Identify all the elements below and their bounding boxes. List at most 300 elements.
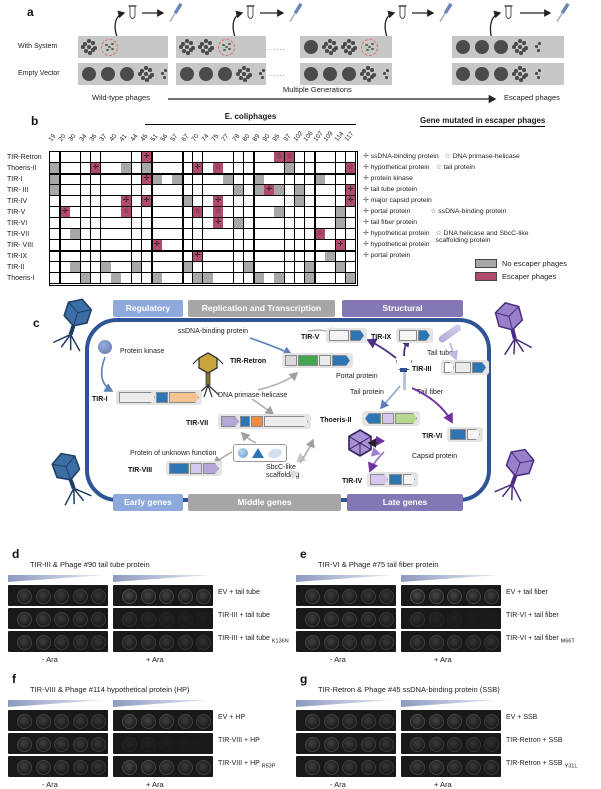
plaque-plate [8,608,108,629]
plaque-plate [296,756,396,777]
protein-kinase-label: Protein kinase [120,348,165,355]
plaque-spot [54,760,69,775]
row-label: TIR- VIII [7,241,34,249]
triangle-protein-icon [252,448,264,458]
big-spot [475,40,489,54]
plaque-spot [429,612,444,627]
plaque-spot [91,589,106,604]
grid-cell [101,207,112,218]
cassette-label-tirretron: TIR-Retron [230,358,267,365]
grid-cell [162,251,173,262]
panel-e-letter: e [300,547,307,561]
plaque-spot [178,737,193,752]
assay-title: TIR-III & Phage #90 tail tube protein [30,560,150,569]
row-label: Thoeris-I [7,274,35,282]
col-label: 102 [292,130,305,143]
gene-segment [444,362,454,373]
plaque-spot [17,635,32,650]
grid-cell [223,152,234,163]
grid-cell [254,262,265,273]
grid-cell [121,229,132,240]
plus-glyph: ✛ [363,153,369,160]
grid-cell [70,229,81,240]
grid-cell [91,185,102,196]
cassette-label-tir7: TIR-VII [186,420,209,427]
grid-cell: ✛ [264,185,275,196]
grid-cell [193,196,204,207]
grid-cell: ✛ [142,174,153,185]
mutation-subscript: Y31L [564,763,578,770]
panel-b-letter: b [31,114,39,128]
plaque-spot [122,635,137,650]
grid-cell [91,262,102,273]
plus-ara-label: + Ara [146,655,164,664]
gene-segment [329,330,349,341]
grid-cell [70,174,81,185]
grid-cell: ✛ [346,196,357,207]
grid-cell [111,251,122,262]
big-spot [323,67,337,81]
col-label: 19 [47,132,58,143]
grid-cell [295,185,306,196]
tail-tube-label: Tail tube [427,350,454,357]
grid-cell [336,207,347,218]
grid-cell [234,229,245,240]
plus-annotation: ✛ tail tube protein [363,186,418,193]
plaque-plate [8,756,108,777]
sbcc-label: SbcC-like scaffolding [266,464,300,479]
protein-kinase-icon [98,340,112,354]
grid-cell [213,251,224,262]
plus-annotation: ✛ ssDNA-binding protein [363,153,439,160]
plus-glyph: ✛ [363,197,369,204]
grid-cell [274,273,285,284]
col-label: 107 [312,130,325,143]
capsid-icosahedron-icon [347,429,373,457]
big-spot [304,67,318,81]
grid-cell [70,196,81,207]
plaque-spot [361,760,376,775]
grid-cell [274,174,285,185]
grid-cell [223,174,234,185]
annotation [363,219,601,226]
col-label: 56 [159,132,170,143]
star-glyph: ☆ [444,153,451,160]
plaque-spot [54,612,69,627]
grid-cell [254,229,265,240]
col-label: 90 [261,132,272,143]
plaque-spot [379,635,394,650]
dots-spot [532,40,542,54]
section-header-regulatory: Regulatory [113,300,183,317]
grid-cell [336,251,347,262]
grid-cell [346,273,357,284]
section-header-early-genes: Early genes [113,494,183,511]
plaque-spot [379,760,394,775]
grid-cell [111,229,122,240]
plaque-spot [466,737,481,752]
annotation [363,164,601,171]
col-label: 70 [190,132,201,143]
grid-cell [152,251,163,262]
plaque-spot [122,714,137,729]
grid-cell [325,185,336,196]
gene-segment [365,413,381,424]
grid-cell [70,218,81,229]
grid-cell [193,185,204,196]
plaque-spot [305,714,320,729]
grid-cell [101,273,112,284]
grid-cell [274,262,285,273]
gene-segment [403,474,415,485]
cassette-label-tir9: TIR-IX [371,334,392,341]
grid-cell [193,174,204,185]
plaque-spot [36,737,51,752]
gene-segment [467,429,480,440]
plus-glyph: ✛ [363,164,369,171]
panel-a-letter: a [27,5,34,19]
grid-cell [325,262,336,273]
plaque-spot [342,714,357,729]
panel-g-letter: g [300,672,308,686]
grid-cell [234,185,245,196]
plaque-spot [305,760,320,775]
plaque-plate [8,733,108,754]
big-spot [475,67,489,81]
star-glyph: ☆ [430,208,437,215]
multiple-generations-label: Multiple Generations [283,85,352,94]
cassette-label-tir6: TIR-VI [422,433,443,440]
with-system-plate [452,36,564,58]
plus-ara-label: + Ara [146,780,164,789]
dots-spot [158,67,168,81]
plaque-spot [73,589,88,604]
grid-cell [325,152,336,163]
assay-row-label: TIR-III + tail tube $_{K136N}$ [218,635,289,645]
grid-cell [285,229,296,240]
grid-cell [132,218,143,229]
big-spot [494,67,508,81]
grid-cell [264,229,275,240]
plaque-spot [54,737,69,752]
panel-f-letter: f [12,672,16,686]
gene-cassette-tir5 [326,328,367,343]
grid-cell [346,251,357,262]
plaque-spot [159,635,174,650]
plaque-spot [122,612,137,627]
plaque-spot [379,737,394,752]
plaque-spot [324,635,339,650]
grid-cell [101,185,112,196]
big-spot [494,40,508,54]
col-label: 109 [322,130,336,143]
portal-protein-label: Portal protein [336,373,378,380]
grid-cell [223,229,234,240]
grid-cell [81,207,92,218]
grid-cell [101,174,112,185]
grid-cell [213,152,224,163]
grid-cell [91,273,102,284]
plus-annotation: ✛ hypothetical protein [363,241,430,248]
dilution-gradient [401,700,499,707]
plaque-spot [36,589,51,604]
grid-cell [336,174,347,185]
grid-cell [295,229,306,240]
splat-spot [342,40,356,54]
grid-cell [213,229,224,240]
plaque-spot [36,760,51,775]
grid-cell [121,174,132,185]
grid-cell [285,262,296,273]
dots-separator-bottom: ...... [268,71,286,78]
grid-cell [274,251,285,262]
grid-cell [60,229,71,240]
gene-segment [240,416,250,427]
col-label: 41 [118,132,129,143]
unknown-proteins-box [233,444,287,462]
mutation-subscript: K136N [271,638,289,645]
plaque-plate [113,631,213,652]
plaque-spot [54,714,69,729]
capsid-protein-label: Capsid protein [412,453,458,460]
cassette-label-tir1: TIR-I [92,396,108,403]
plaque-spot [141,589,156,604]
grid-cell [234,218,245,229]
grid-cell [183,185,194,196]
gene-segment [156,392,168,403]
dots-spot [532,67,542,81]
grid-cell [132,174,143,185]
plaque-spot [73,635,88,650]
grid-cell [101,152,112,163]
gene-segment [382,413,394,424]
grid-cell [264,273,275,284]
col-label: 117 [343,130,356,143]
grid-cell [346,152,357,163]
blob-protein-icon [267,447,283,459]
minus-ara-label: - Ara [330,655,346,664]
grid-cell [264,251,275,262]
plaque-spot [91,760,106,775]
splat-spot [361,67,375,81]
plaque-spot [410,714,425,729]
group-divider-vertical [151,152,153,284]
splat-spot [237,67,251,81]
tail-protein-label: Tail protein [350,389,384,396]
dna-primase-label: DNA primase-helicase [218,392,288,399]
assay-row-label: TIR-III + tail tube [218,612,270,619]
grid-cell [81,185,92,196]
empty-vector-plate [78,63,168,85]
plaque-spot [178,589,193,604]
grid-cell [315,207,326,218]
grid-cell [132,207,143,218]
grid-cell [315,251,326,262]
plaque-spot [122,737,137,752]
plaque-spot [410,589,425,604]
grid-cell [121,152,132,163]
grid-cell [91,229,102,240]
grid-cell [346,218,357,229]
with-system-plate [176,36,266,58]
group-divider-horizontal [50,173,356,175]
plaque-spot [17,612,32,627]
assay-row-label: EV + tail tube [218,589,260,596]
plaque-plate [113,733,213,754]
circled-spot [101,39,118,56]
grid-cell [274,218,285,229]
plus-glyph: ✛ [363,186,369,193]
plaque-spot [159,760,174,775]
plaque-spot [484,589,499,604]
plaque-spot [141,635,156,650]
grid-cell [295,218,306,229]
plus-annotation: ✛ protein kinase [363,175,413,182]
grid-cell [295,174,306,185]
plaque-spot [361,714,376,729]
plaque-spot [379,589,394,604]
grid-cell [315,196,326,207]
grid-cell [264,262,275,273]
row-label: TIR-VII [7,230,30,238]
grid-cell [111,207,122,218]
grid-cell [111,262,122,273]
plaque-spot [141,714,156,729]
plaque-spot [91,635,106,650]
plaque-spot [447,635,462,650]
grid-cell [152,174,163,185]
dilution-gradient [296,700,394,707]
grid-cell: ✛ [193,251,204,262]
plaque-spot [484,760,499,775]
gene-segment [119,392,155,403]
grid-cell [152,196,163,207]
big-spot [120,67,134,81]
col-label: 97 [282,132,293,143]
gene-cassette-tir4 [367,472,418,487]
grid-cell [81,273,92,284]
grid-cell [325,196,336,207]
grid-cell [203,273,214,284]
plaque-spot [466,635,481,650]
gene-segment [455,362,471,373]
grid-cell [193,152,204,163]
plaque-spot [429,760,444,775]
assay-title: TIR-Retron & Phage #45 ssDNA-binding protein (SSB) [318,685,500,694]
plus-glyph: ✛ [363,230,369,237]
plaque-plate [113,710,213,731]
plaque-spot [484,714,499,729]
ssdna-binding-label: ssDNA-binding protein [178,328,249,335]
grid-cell [91,251,102,262]
grid-cell [193,229,204,240]
grid-cell [336,185,347,196]
grid-cell [91,196,102,207]
assay-row-label: EV + tail fiber [506,589,548,596]
plaque-spot [91,612,106,627]
grid-cell: ✛ [336,240,347,251]
splat-spot [82,40,96,54]
plus-annotation: ✛ portal protein [363,252,411,259]
grid-cell [81,218,92,229]
big-spot [199,67,213,81]
grid-cell [223,251,234,262]
grid-cell [81,196,92,207]
group-divider-vertical [182,152,184,284]
grid-cell [111,273,122,284]
assay-title: TIR-VI & Phage #75 tail fiber protein [318,560,439,569]
grid-cell [254,207,265,218]
grid-cell: ✛ [213,196,224,207]
plaque-spot [447,612,462,627]
phage-tail-icon [403,372,406,390]
grid-cell [336,262,347,273]
grid-cell [132,152,143,163]
pipette-icon [436,0,454,26]
grid-cell: ✛ [142,196,153,207]
grid-cell [234,196,245,207]
row-label: Thoeris-II [7,164,37,172]
grid-cell [203,185,214,196]
grid-cell [223,218,234,229]
gene-segment [450,429,466,440]
tail-fiber-label: Tail fiber [417,389,444,396]
grid-cell [132,196,143,207]
panel-d-letter: d [12,547,20,561]
grid-cell [60,251,71,262]
gene-cassette-thoeris2 [362,411,420,426]
grid-cell [295,196,306,207]
gene-mutated-header: Gene mutated in escaper phages [420,116,546,125]
grid-cell: ☆ [285,152,296,163]
grid-cell [91,207,102,218]
col-label: 44 [129,132,140,143]
plaque-spot [342,737,357,752]
col-label: 75 [210,132,221,143]
cassette-label-tir4: TIR-IV [342,478,363,485]
grid-cell [285,185,296,196]
grid-cell [183,196,194,207]
plaque-spot [324,612,339,627]
grid-cell [60,152,71,163]
grid-cell [274,185,285,196]
assay-row-label: TIR-VI + tail fiber [506,612,559,619]
e-coliphages-overline [145,124,356,125]
col-label: 114 [333,130,345,143]
plaque-spot [36,635,51,650]
grid-cell: ✛ [91,163,102,174]
plaque-spot [342,589,357,604]
plaque-spot [484,612,499,627]
grid-cell [203,262,214,273]
splat-spot [513,67,527,81]
plaque-spot [178,635,193,650]
grid-cell [132,229,143,240]
big-spot [218,67,232,81]
plaque-spot [178,612,193,627]
section-header-middle-genes: Middle genes [188,494,341,511]
assay-title: TIR-VIII & Phage #114 hypothetical protein (HP) [30,685,190,694]
plaque-spot [324,714,339,729]
annotation [363,186,601,193]
grid-cell [203,218,214,229]
minus-ara-label: - Ara [330,780,346,789]
e-coliphages-header: E. coliphages [224,112,277,121]
plaque-spot [305,737,320,752]
gene-segment [221,416,239,427]
grid-cell [254,251,265,262]
plaque-plate [296,608,396,629]
